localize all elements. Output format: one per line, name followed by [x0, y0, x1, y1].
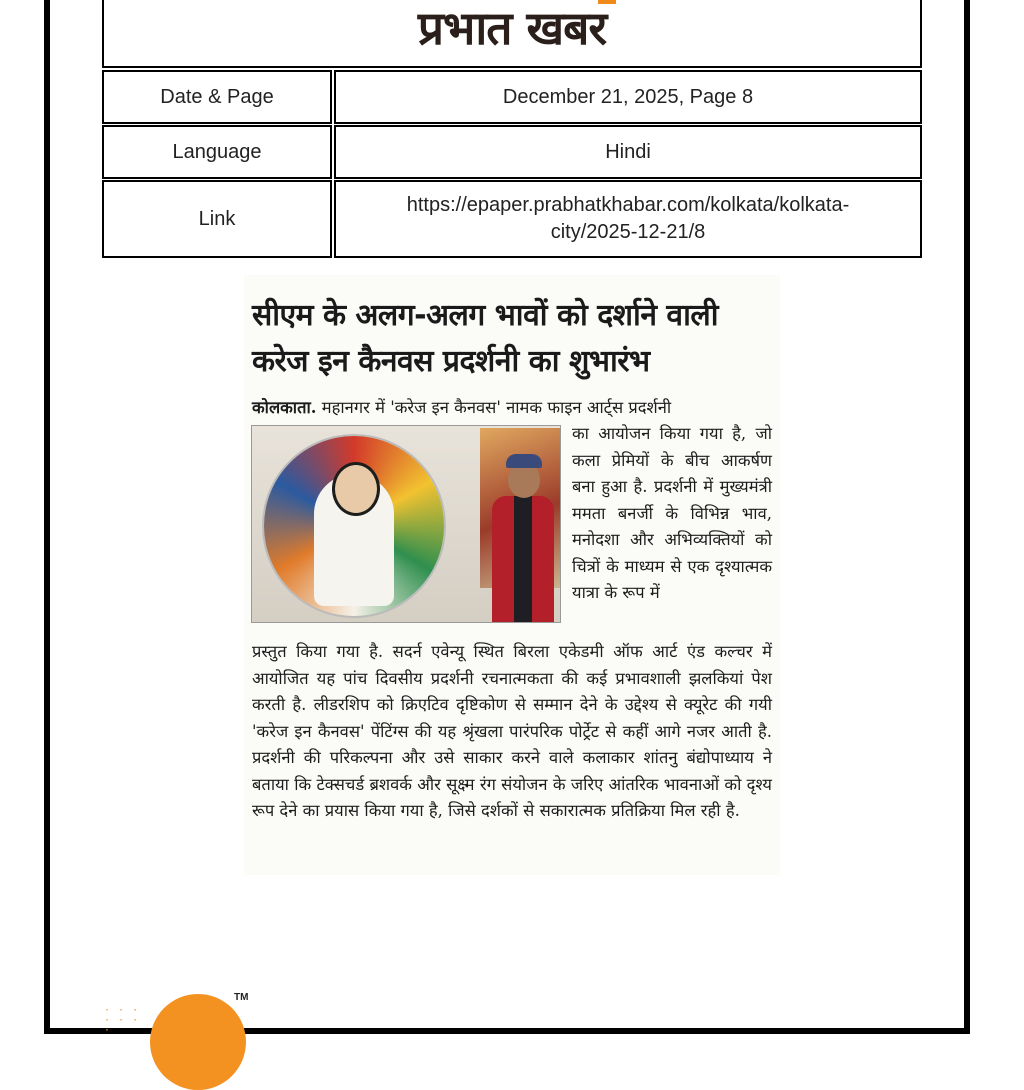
trademark-mark: TM: [234, 992, 249, 1003]
exhibition-photo: [251, 425, 561, 623]
info-row-language: [102, 125, 922, 179]
link-label: Link: [102, 180, 332, 258]
date-page-value: December 21, 2025, Page 8: [334, 70, 922, 124]
language-value: Hindi: [334, 125, 922, 179]
intro-text: महानगर में 'करेज इन कैनवस' नामक फाइन आर्ट्स प्रदर्शनी: [321, 398, 672, 417]
info-row-date: [102, 70, 922, 124]
brand-logo: [104, 994, 254, 1034]
clipping-side-column: का आयोजन किया गया है, जो कला प्रेमियों के बीच आकर्षण बना हुआ है. प्रदर्शनी में मुख्यमंत्री ममता बनर्जी के विभिन्न भाव, मनोदशा और अभिव्यक्तियों को चित्रों के माध्यम से एक दृश्यात्मक यात्रा के रूप में: [572, 424, 772, 602]
newspaper-title: प्रभात खबर: [417, 1, 607, 55]
link-value-cell: [334, 180, 922, 258]
logo-dots: · · · · · · ·: [104, 1005, 140, 1036]
masthead: [102, 0, 922, 68]
clipping-headline: सीएम के अलग-अलग भावों को दर्शाने वाली करेज इन कैनवस प्रदर्शनी का शुभारंभ: [252, 298, 718, 379]
info-row-link: [102, 180, 922, 258]
dateline: कोलकाता.: [252, 398, 317, 417]
language-label: Language: [102, 125, 332, 179]
painted-face: [332, 462, 380, 516]
clipping-intro: [252, 395, 772, 422]
epaper-link[interactable]: https://epaper.prabhatkhabar.com/kolkata/kolkata-city/2025-12-21/8: [406, 194, 850, 243]
newspaper-clipping: [244, 275, 780, 875]
logo-circle: [150, 992, 249, 1090]
date-page-label: Date & Page: [102, 70, 332, 124]
clipping-body: प्रस्तुत किया गया है. सदर्न एवेन्यू स्थित बिरला एकेडमी ऑफ आर्ट एंड कल्चर में आयोजित यह पांच दिवसीय प्रदर्शनी रचनात्मकता की कई प्रभावशाली झलकियां पेश करती है. लीडरशिप को क्रिएटिव दृष्टिकोण से सम्मान देने के उद्देश्य से क्यूरेट की गयी 'करेज इन कैनवस' पेंटिंग्स की यह श्रृंखला पारंपरिक पोर्ट्रेट से कहीं आगे नजर आती है. प्रदर्शनी की परिकल्पना और उसे साकार करने वाले कलाकार शांतनु बंद्योपाध्याय ने बताया कि टेक्सचर्ड ब्रशवर्क और सूक्ष्म रंग संयोजन के जरिए आंतरिक भावनाओं को दृश्य रूप देने का प्रयास किया गया है, जिसे दर्शकों से सकारात्मक प्रतिक्रिया मिल रही है.: [252, 642, 772, 820]
artist-cap: [506, 454, 542, 468]
artist-shirt: [514, 496, 532, 622]
